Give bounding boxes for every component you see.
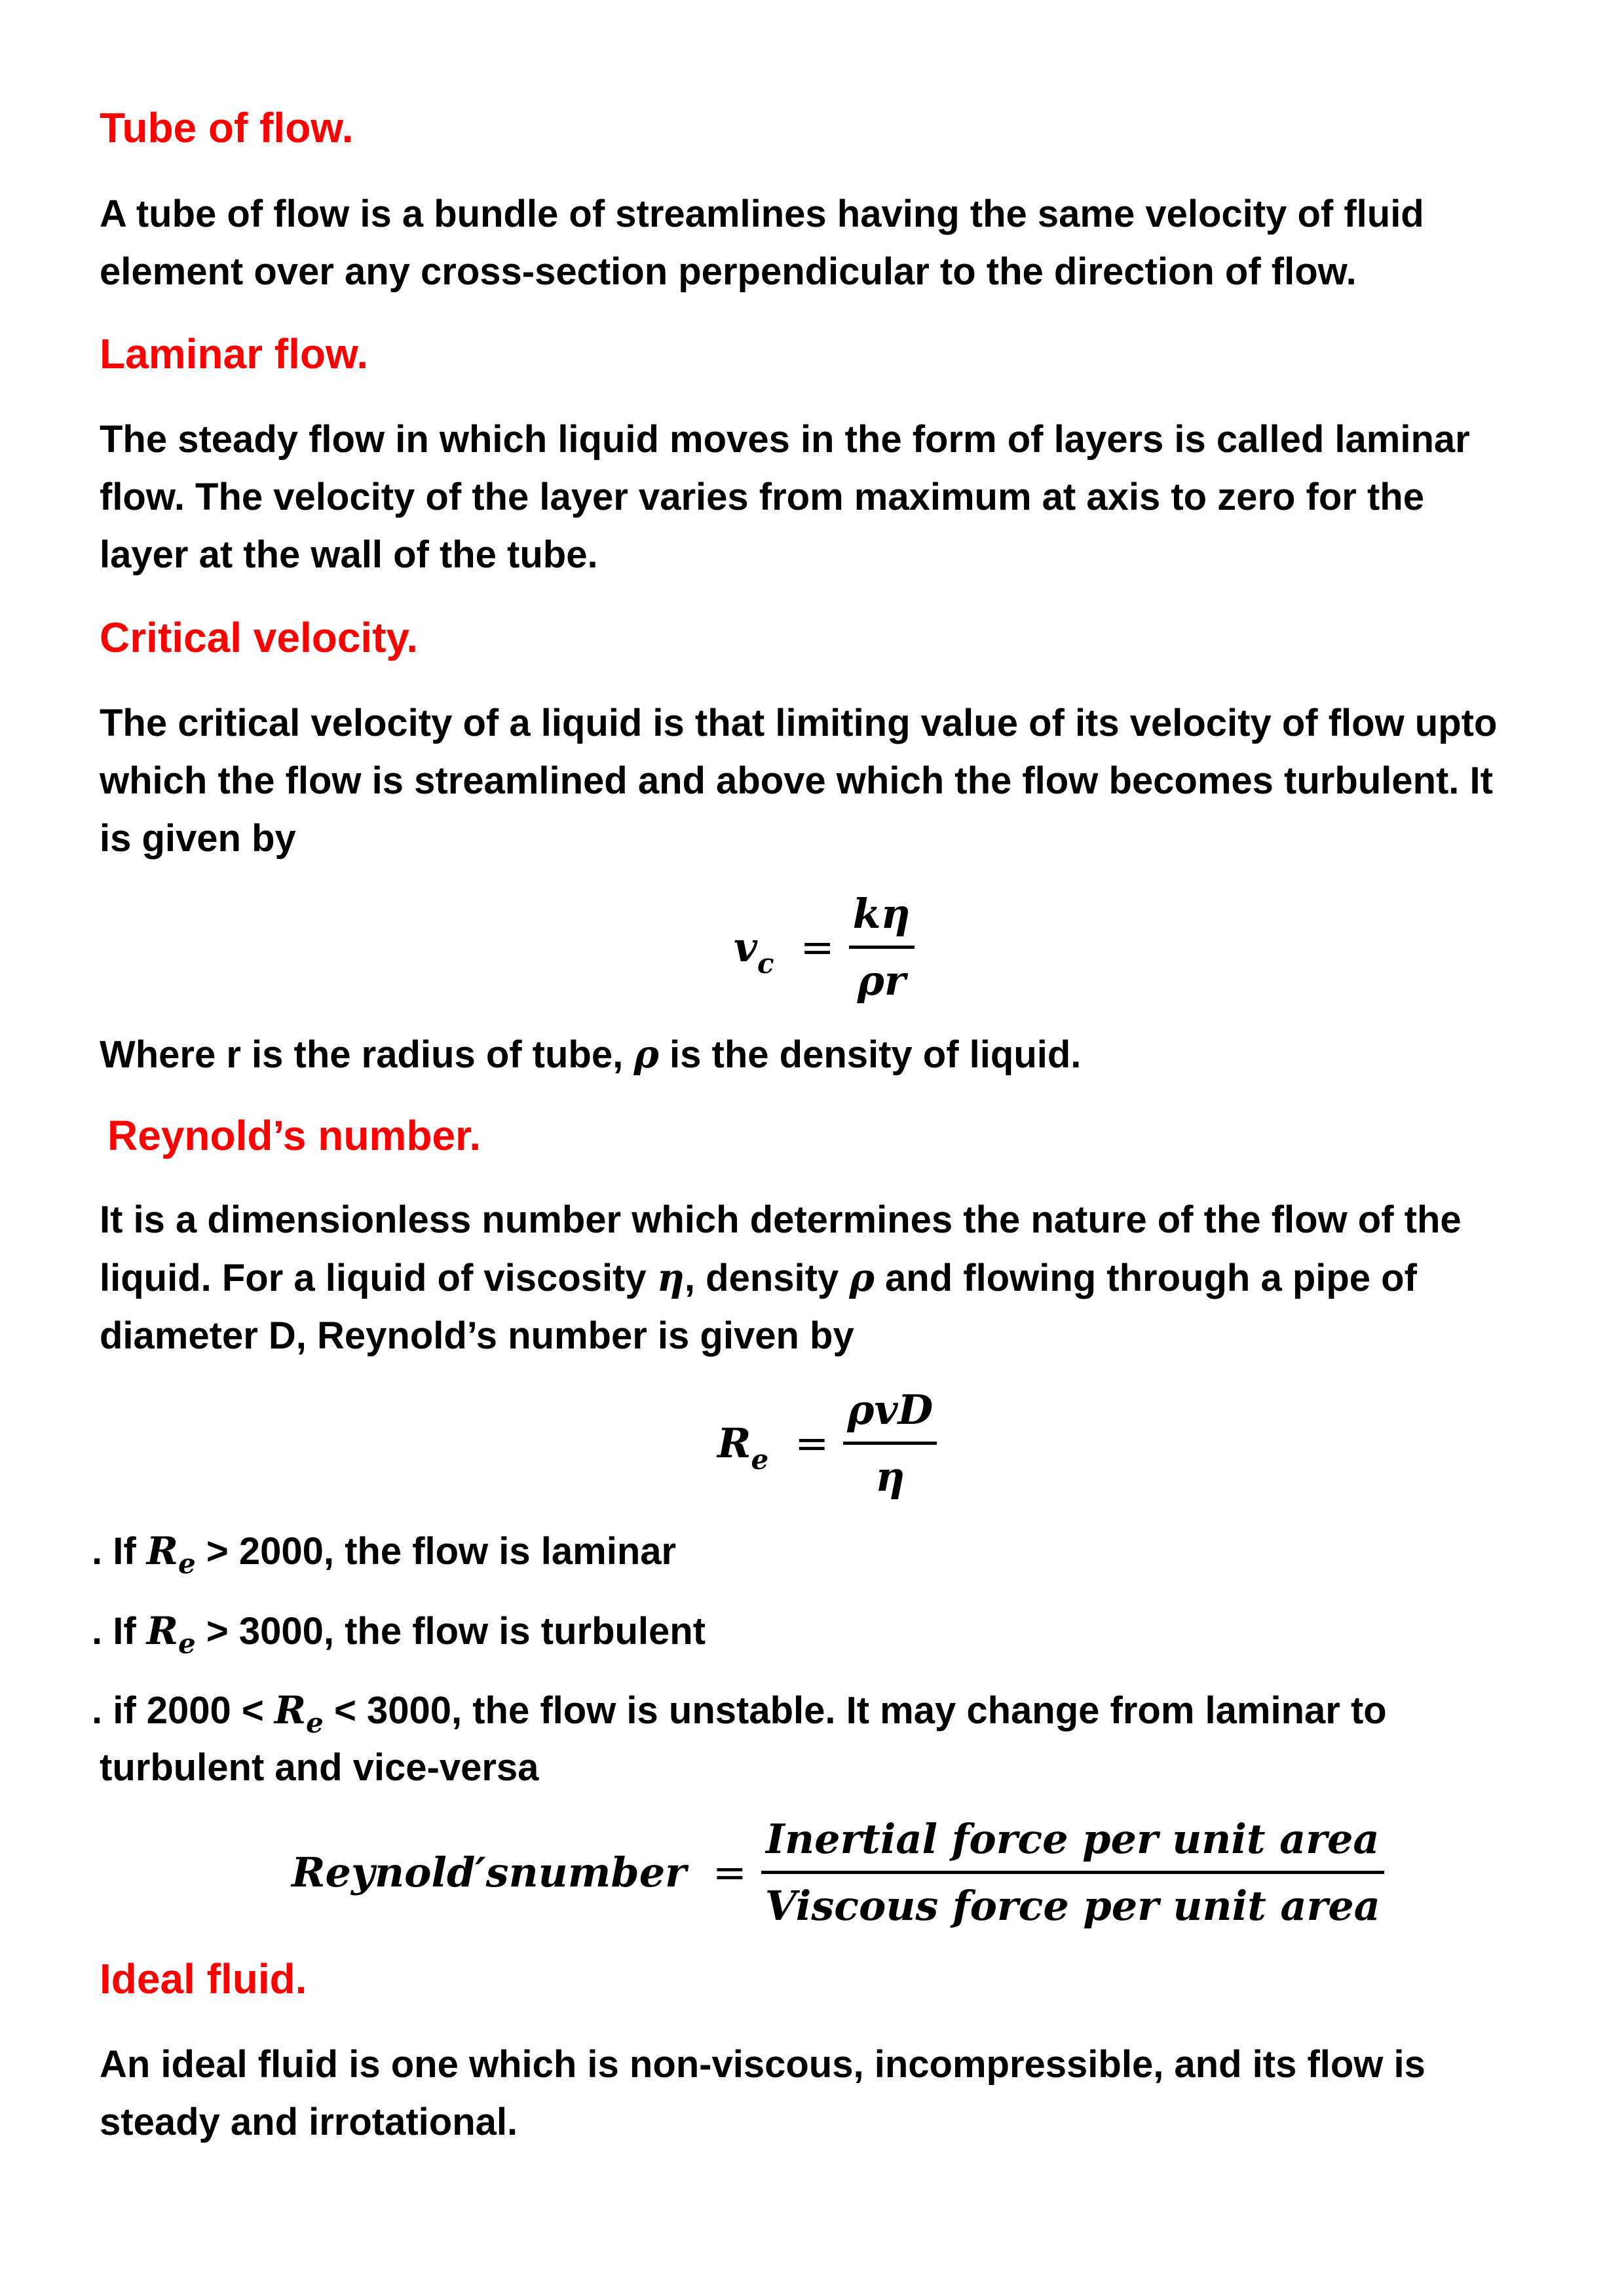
text-line: flow. The velocity of the layer varies from maximum at axis to zero for the <box>100 476 1424 518</box>
symbol-r: R <box>717 1419 751 1467</box>
where-text: Where r is the radius of tube, <box>100 1033 634 1076</box>
symbol-rho: ρ <box>633 1032 659 1077</box>
paragraph-ideal-fluid <box>100 2036 1560 2151</box>
formula-lhs <box>717 1419 769 1476</box>
subscript-e: e <box>306 1707 324 1739</box>
bullet-laminar <box>92 1529 677 1580</box>
subscript-c: c <box>757 947 774 980</box>
subscript-e: e <box>178 1628 196 1660</box>
bullet-unstable-continued: turbulent and vice-versa <box>100 1746 539 1789</box>
text-part: liquid. For a liquid of viscosity <box>100 1257 657 1299</box>
text-line: which the flow is streamlined and above which the flow becomes turbulent. It <box>100 759 1493 802</box>
text-part: , density <box>684 1257 850 1299</box>
denominator: Viscous force per unit area <box>765 1882 1380 1930</box>
symbol-rho: ρ <box>849 1255 875 1300</box>
text-line: element over any cross-section perpendicular to the direction of flow. <box>100 250 1357 293</box>
reynolds-formula <box>717 1386 937 1501</box>
subscript-e: e <box>178 1548 196 1580</box>
reynolds-ratio-formula <box>292 1815 1384 1930</box>
symbol-r: R <box>146 1529 178 1573</box>
numerator: Inertial force per unit area <box>765 1815 1380 1863</box>
equals-sign: = <box>712 1848 747 1896</box>
bullet-unstable <box>92 1688 1387 1739</box>
paragraph-tube-of-flow <box>100 185 1560 301</box>
text-line: A tube of flow is a bundle of streamlines having the same velocity of fluid <box>100 193 1424 235</box>
critical-velocity-formula <box>734 890 915 1004</box>
fraction <box>843 1386 937 1501</box>
paragraph-critical-velocity <box>100 695 1560 868</box>
denominator: ρr <box>857 957 906 1004</box>
fraction <box>761 1815 1384 1930</box>
bullet-turbulent <box>92 1609 706 1660</box>
text-line: The steady flow in which liquid moves in the form of layers is called laminar <box>100 418 1470 461</box>
bullet-text: > 2000, the flow is laminar <box>195 1530 677 1573</box>
bullet-text: < 3000, the flow is unstable. It may change from laminar to <box>323 1689 1387 1732</box>
text-line: The critical velocity of a liquid is that limiting value of its velocity of flow upto <box>100 702 1498 744</box>
equals-sign: = <box>800 923 835 971</box>
text-line: It is a dimensionless number which determines the nature of the flow of the <box>100 1198 1462 1241</box>
bullet-text: . If <box>92 1610 147 1653</box>
numerator: kη <box>852 890 911 938</box>
heading-critical-velocity: Critical velocity. <box>100 614 419 661</box>
paragraph-where <box>100 1025 1560 1084</box>
symbol-v: v <box>734 923 758 971</box>
formula-lhs: Reynold′snumber <box>292 1848 687 1896</box>
text-line <box>100 1025 1560 1084</box>
symbol-r: R <box>274 1688 307 1732</box>
text-line: An ideal fluid is one which is non-viscous, incompressible, and its flow is <box>100 2043 1426 2086</box>
text-part: and flowing through a pipe of <box>874 1257 1417 1299</box>
heading-tube-of-flow: Tube of flow. <box>100 104 354 151</box>
symbol-r: R <box>146 1609 178 1653</box>
denominator: η <box>875 1453 905 1501</box>
numerator: ρvD <box>847 1386 934 1434</box>
paragraph-reynolds-number <box>100 1191 1560 1365</box>
text-line: diameter D, Reynold’s number is given by <box>100 1314 854 1357</box>
bullet-text: > 3000, the flow is turbulent <box>195 1610 706 1653</box>
text-line <box>100 1249 1560 1307</box>
text-line: layer at the wall of the tube. <box>100 533 598 576</box>
symbol-eta: η <box>656 1255 685 1300</box>
paragraph-laminar-flow <box>100 411 1560 584</box>
heading-reynolds-number: Reynold’s number. <box>107 1112 482 1159</box>
text-line: steady and irrotational. <box>100 2101 518 2143</box>
equals-sign: = <box>795 1419 829 1467</box>
bullet-text: . if 2000 < <box>92 1689 274 1732</box>
bullet-text: . If <box>92 1530 147 1573</box>
text-line: is given by <box>100 817 296 860</box>
where-text-end: is the density of liquid. <box>658 1033 1082 1076</box>
heading-laminar-flow: Laminar flow. <box>100 330 369 377</box>
subscript-e: e <box>751 1444 769 1476</box>
heading-ideal-fluid: Ideal fluid. <box>100 1955 307 2002</box>
formula-lhs <box>734 923 774 980</box>
fraction <box>849 890 915 1004</box>
